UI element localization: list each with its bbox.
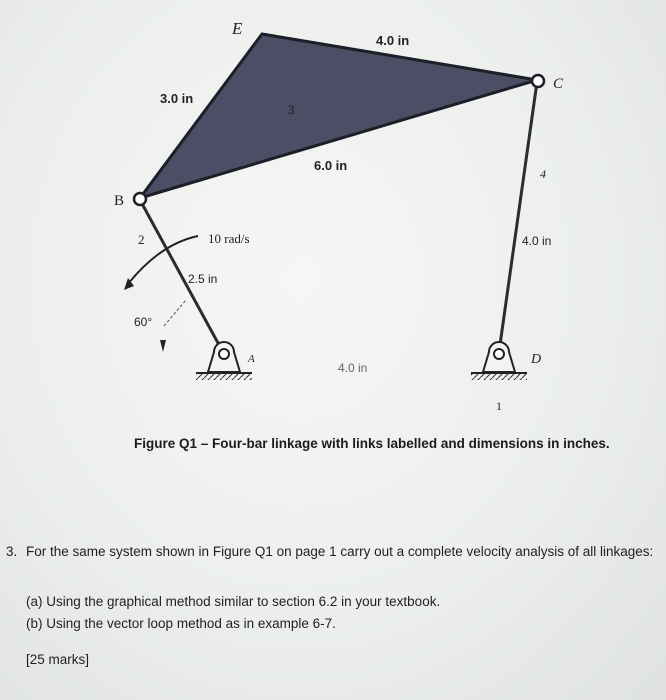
dim-angle: 60° [134,315,153,329]
label-link-2: 2 [138,232,145,247]
label-a: A [248,353,255,365]
angle-reference-line [164,300,186,326]
label-d: D [531,352,542,367]
link-3-triangle [140,34,537,198]
dim-cd: 4.0 in [522,234,552,248]
joint-b [134,193,146,205]
dim-ad: 4.0 in [338,361,368,375]
angle-arrowhead [160,340,166,352]
figure-caption: Figure Q1 – Four-bar linkage with links labelled and dimensions in inches. [134,436,610,451]
question-number: 3. [6,544,18,559]
question-part-a: (a) Using the graphical method similar to section 6.2 in your textbook. [26,594,441,609]
dim-omega: 10 rad/s [208,231,250,246]
label-ground: 1 [496,399,502,413]
link-4-rocker [499,82,537,352]
question-part-b: (b) Using the vector loop method as in example 6-7. [26,616,336,631]
joint-c [532,75,544,87]
label-b: B [114,193,125,209]
label-c: C [553,76,564,92]
label-e: E [232,19,243,38]
question-marks: [25 marks] [26,652,90,667]
question-text: For the same system shown in Figure Q1 on page 1 carry out a complete velocity analysis of all linkages: [26,544,654,559]
dim-ec: 4.0 in [376,33,410,48]
dim-be: 3.0 in [160,91,194,106]
label-link-4: 4 [540,167,546,181]
pivot-d-ground [471,342,527,380]
pivot-a-ground [196,342,252,380]
dim-ab: 2.5 in [188,272,218,286]
label-link-3: 3 [288,102,295,117]
dim-bc: 6.0 in [314,158,348,173]
